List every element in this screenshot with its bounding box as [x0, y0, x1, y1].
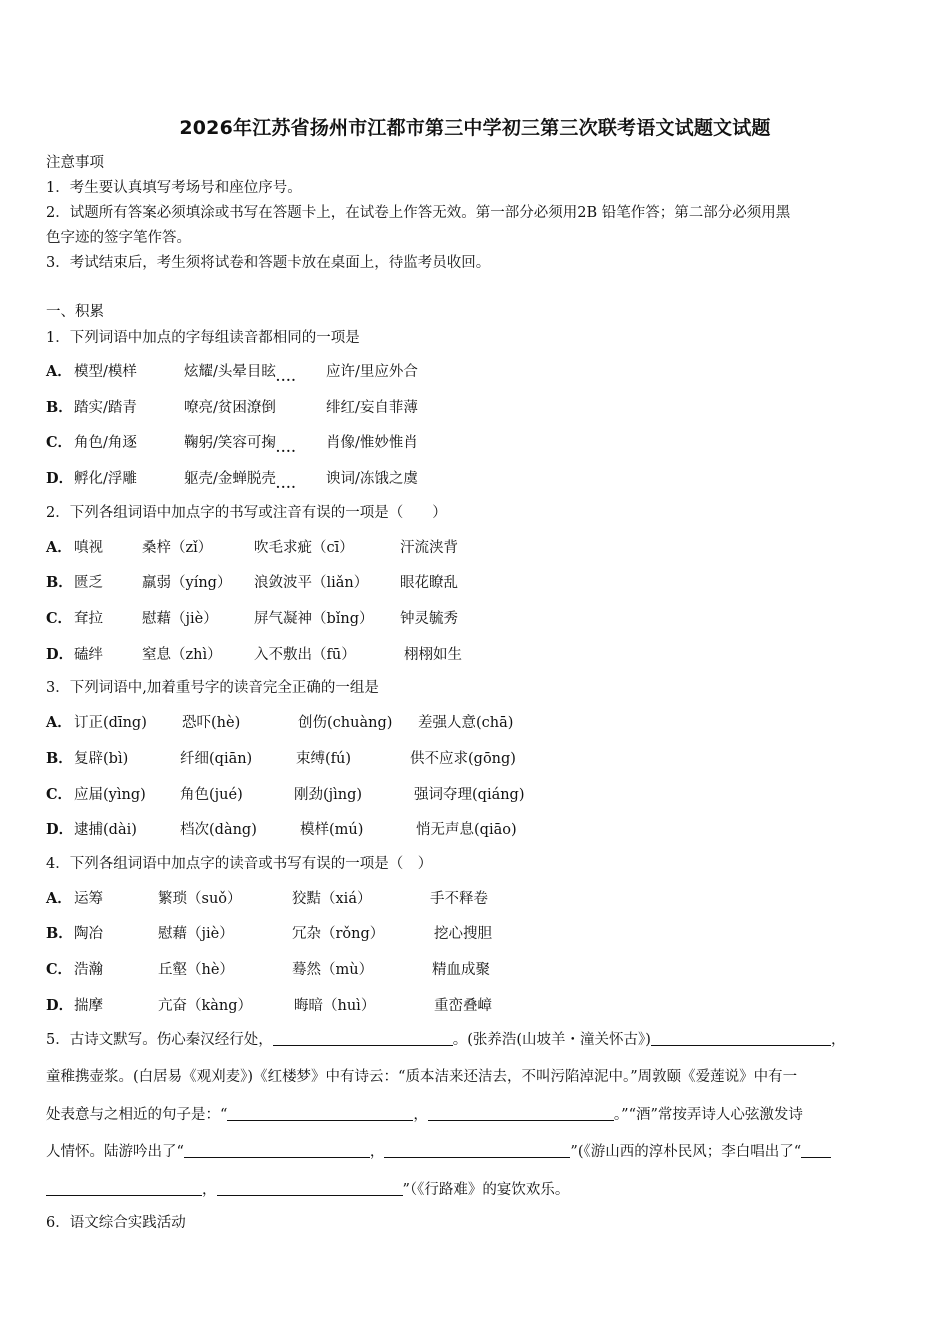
option-label: B．	[46, 925, 73, 942]
option-item: 应届(yìng)	[74, 787, 146, 803]
option-item: 绯红/妄自菲薄	[326, 400, 418, 416]
option-label: A．	[46, 539, 72, 556]
option-item: 角色(jué)	[180, 787, 243, 803]
option-item: 冗杂（rǒng）	[292, 926, 385, 942]
section-heading: 一、积累	[46, 304, 104, 320]
answer-blank[interactable]	[801, 1141, 831, 1158]
option-label: C．	[46, 786, 73, 803]
option-item: 炫耀/头晕目眩$_{....}$	[184, 364, 297, 384]
notice-item: 1．考生要认真填写考场号和座位序号。	[46, 180, 302, 196]
option-item: 揣摩	[74, 998, 103, 1014]
option-label: D．	[46, 821, 74, 838]
option-item: 肖像/惟妙惟肖	[326, 435, 418, 451]
option-label: B．	[46, 399, 73, 416]
q5-line: ， ”（《行路难》的宴饮欢乐。	[46, 1179, 569, 1200]
option-item: 挖心搜胆	[434, 926, 492, 942]
notice-item: 2．试题所有答案必须填涂或书写在答题卡上，在试卷上作答无效。第一部分必须用2B 铅笔作答；第二部分必须用黑	[46, 205, 791, 221]
option-item: 角色/角逐	[74, 435, 137, 451]
option-item: 谀词/冻饿之虞	[326, 471, 418, 487]
answer-blank[interactable]	[273, 1029, 453, 1046]
question-stem: 2．下列各组词语中加点字的书写或注音有误的一项是（ ）	[46, 505, 447, 521]
q5-line: 5．古诗文默写。伤心秦汉经行处， 。(张养浩(山坡羊・潼关怀古》) ，	[46, 1029, 845, 1050]
option-label: A．	[46, 714, 72, 731]
option-item: 慰藉（jiè）	[158, 926, 234, 942]
question-stem: 6．语文综合实践活动	[46, 1215, 186, 1231]
answer-blank[interactable]	[428, 1104, 614, 1121]
option-item: 档次(dàng)	[180, 822, 257, 838]
option-item: 鞠躬/笑容可掬$_{....}$	[184, 435, 297, 455]
option-item: 纤细(qiān)	[180, 751, 253, 767]
answer-blank[interactable]	[651, 1029, 831, 1046]
option-item: 狡黠（xiá）	[292, 891, 372, 907]
option-item: 刚劲(jìng)	[294, 787, 363, 803]
question-stem: 1．下列词语中加点的字每组读音都相同的一项是	[46, 330, 360, 346]
option-item: 订正(dīng)	[74, 715, 147, 731]
option-label: B．	[46, 750, 73, 767]
notice-item: 3．考试结束后，考生须将试卷和答题卡放在桌面上，待监考员收回。	[46, 255, 491, 271]
option-item: 汗流浃背	[400, 540, 458, 556]
option-item: 运筹	[74, 891, 103, 907]
option-item: 丘壑（hè）	[158, 962, 234, 978]
option-item: 窒息（zhì）	[142, 647, 222, 663]
option-item: 供不应求(gōng)	[410, 751, 516, 767]
option-item: 蓦然（mù）	[292, 962, 374, 978]
option-item: 踏实/踏青	[74, 400, 137, 416]
option-item: 束缚(fú)	[296, 751, 352, 767]
emphasis-dots: ....	[275, 441, 297, 455]
option-item: 模型/模样	[74, 364, 137, 380]
question-stem: 3．下列词语中,加着重号字的读音完全正确的一组是	[46, 680, 379, 696]
option-item: 应许/里应外合	[326, 364, 418, 380]
q5-line: 处表意与之相近的句子是：“ ， 。”“酒”常按弄诗人心弦激发诗	[46, 1104, 803, 1125]
option-item: 精血成聚	[432, 962, 490, 978]
option-item: 嘹亮/贫困潦倒	[184, 400, 276, 416]
option-item: 手不释卷	[430, 891, 488, 907]
answer-blank[interactable]	[217, 1179, 403, 1196]
option-item: 逮捕(dài)	[74, 822, 137, 838]
emphasis-dots: ....	[275, 477, 297, 491]
notice-item: 色字迹的签字笔作答。	[46, 230, 191, 246]
option-label: D．	[46, 470, 74, 487]
page-title: 2026年江苏省扬州市江都市第三中学初三第三次联考语文试题文试题	[179, 117, 771, 139]
option-item: 差强人意(chā)	[418, 715, 514, 731]
q5-line: 童稚携壶浆。(白居易《观刈麦》)《红楼梦》中有诗云：“质本洁来还洁去，不叫污陷淖泥中。”周敦颐《爱莲说》中有一	[46, 1069, 798, 1085]
option-item: 复辟(bì)	[74, 751, 129, 767]
option-item: 羸弱（yíng）	[142, 575, 232, 591]
option-item: 亢奋（kàng）	[158, 998, 253, 1014]
option-item: 强词夺理(qiáng)	[414, 787, 525, 803]
option-item: 桑梓（zǐ）	[142, 540, 213, 556]
option-item: 匮乏	[74, 575, 103, 591]
answer-blank[interactable]	[384, 1141, 570, 1158]
answer-blank[interactable]	[46, 1179, 202, 1196]
option-item: 吹毛求疵（cī）	[254, 540, 354, 556]
option-label: C．	[46, 434, 73, 451]
option-item: 重峦叠嶂	[434, 998, 492, 1014]
option-item: 孵化/浮雕	[74, 471, 137, 487]
option-label: D．	[46, 646, 74, 663]
option-label: C．	[46, 610, 73, 627]
option-item: 浪敛波平（liǎn）	[254, 575, 369, 591]
option-label: A．	[46, 363, 72, 380]
option-item: 浩瀚	[74, 962, 103, 978]
q5-line: 人情怀。陆游吟出了“ ， ”(《游山西的淳朴民风；李白唱出了“	[46, 1141, 831, 1162]
option-item: 钟灵毓秀	[400, 611, 458, 627]
question-stem: 4．下列各组词语中加点字的读音或书写有误的一项是（ ）	[46, 856, 433, 872]
option-label: B．	[46, 574, 73, 591]
option-label: D．	[46, 997, 74, 1014]
option-item: 耷拉	[74, 611, 103, 627]
notice-heading: 注意事项	[46, 155, 104, 171]
option-item: 恐吓(hè)	[182, 715, 241, 731]
option-item: 创伤(chuàng)	[298, 715, 393, 731]
option-item: 屏气凝神（bǐng）	[254, 611, 374, 627]
option-item: 陶冶	[74, 926, 103, 942]
option-item: 慰藉（jiè）	[142, 611, 218, 627]
answer-blank[interactable]	[227, 1104, 413, 1121]
answer-blank[interactable]	[184, 1141, 370, 1158]
option-item: 眼花瞭乱	[400, 575, 458, 591]
option-item: 躯壳/金蝉脱壳$_{....}$	[184, 471, 297, 491]
option-item: 嗔视	[74, 540, 103, 556]
option-item: 晦暗（huì）	[294, 998, 376, 1014]
option-item: 悄无声息(qiāo)	[416, 822, 517, 838]
option-label: A．	[46, 890, 72, 907]
option-label: C．	[46, 961, 73, 978]
option-item: 入不敷出（fū）	[254, 647, 356, 663]
option-item: 繁琐（suǒ）	[158, 891, 242, 907]
option-item: 模样(mú)	[300, 822, 364, 838]
option-item: 栩栩如生	[404, 647, 462, 663]
option-item: 磕绊	[74, 647, 103, 663]
emphasis-dots: ....	[275, 370, 297, 384]
